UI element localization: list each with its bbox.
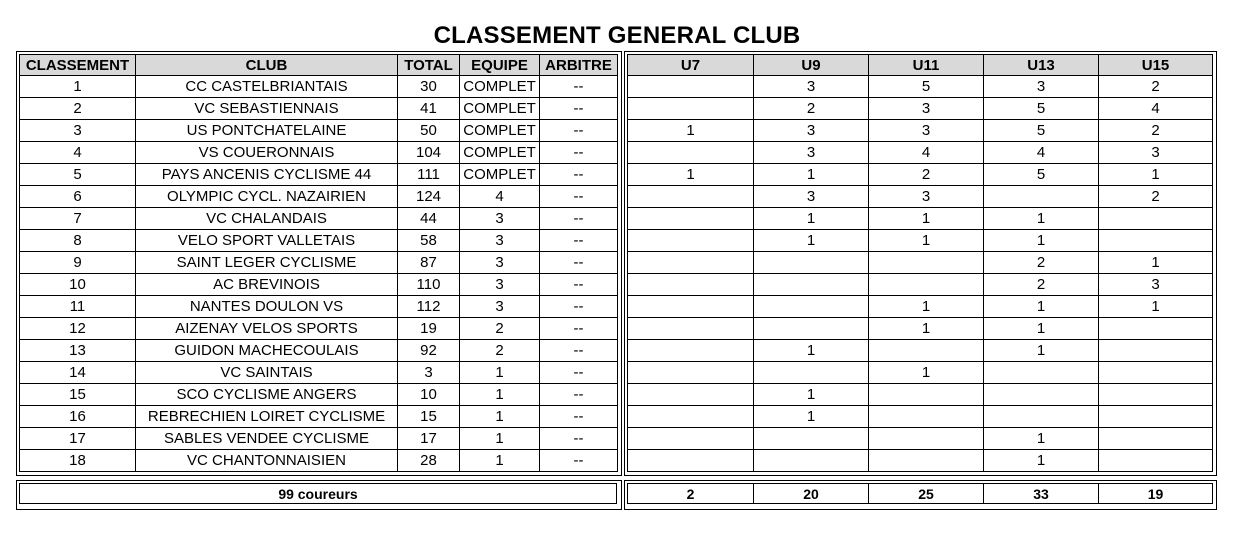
cell-u9 — [754, 318, 869, 340]
cell-rank: 14 — [20, 362, 136, 384]
table-row — [628, 362, 1213, 384]
cell-u13 — [984, 362, 1099, 384]
cell-equipe: COMPLET — [460, 142, 540, 164]
table-row — [20, 186, 618, 208]
cell-u7 — [628, 208, 754, 230]
cell-club: VC SEBASTIENNAIS — [136, 98, 398, 120]
table-row — [628, 142, 1213, 164]
cell-u9 — [754, 362, 869, 384]
cell-u11: 3 — [869, 98, 984, 120]
cell-u9 — [754, 296, 869, 318]
cell-u15 — [1099, 362, 1213, 384]
cell-u9 — [754, 450, 869, 472]
cell-rank: 3 — [20, 120, 136, 142]
cell-u7 — [628, 296, 754, 318]
cell-equipe: 2 — [460, 340, 540, 362]
table-row — [628, 340, 1213, 362]
table-row — [20, 384, 618, 406]
cell-arbitre: -- — [540, 318, 618, 340]
cell-club: REBRECHIEN LOIRET CYCLISME — [136, 406, 398, 428]
cell-u13 — [984, 186, 1099, 208]
cell-u11: 3 — [869, 186, 984, 208]
total-coureurs: 99 coureurs — [20, 484, 617, 504]
cell-rank: 1 — [20, 76, 136, 98]
table-row — [628, 186, 1213, 208]
cell-club: VC SAINTAIS — [136, 362, 398, 384]
table-row — [628, 230, 1213, 252]
cell-u11: 1 — [869, 296, 984, 318]
cell-total: 19 — [398, 318, 460, 340]
table-header-row — [20, 55, 618, 76]
table-row — [20, 142, 618, 164]
table-row — [628, 450, 1213, 472]
cell-arbitre: -- — [540, 406, 618, 428]
cell-equipe: COMPLET — [460, 76, 540, 98]
col-header-arbitre: ARBITRE — [540, 55, 618, 76]
cell-equipe: COMPLET — [460, 164, 540, 186]
table-row — [20, 296, 618, 318]
cell-u9: 3 — [754, 76, 869, 98]
cell-club: VC CHANTONNAISIEN — [136, 450, 398, 472]
table-row — [20, 208, 618, 230]
table-row — [20, 98, 618, 120]
table-row — [20, 120, 618, 142]
cell-u7 — [628, 230, 754, 252]
table-row — [628, 296, 1213, 318]
cell-u15 — [1099, 428, 1213, 450]
cell-arbitre: -- — [540, 186, 618, 208]
cell-u11 — [869, 340, 984, 362]
cell-u15 — [1099, 230, 1213, 252]
table-row — [628, 120, 1213, 142]
cell-u9: 1 — [754, 164, 869, 186]
cell-club: AC BREVINOIS — [136, 274, 398, 296]
table-row — [628, 428, 1213, 450]
cell-equipe: 3 — [460, 296, 540, 318]
page-title: CLASSEMENT GENERAL CLUB — [433, 22, 801, 49]
cell-arbitre: -- — [540, 296, 618, 318]
col-header-u15: U15 — [1099, 55, 1213, 76]
table-header-row — [628, 55, 1213, 76]
table-row — [628, 164, 1213, 186]
table-row — [628, 274, 1213, 296]
cell-rank: 2 — [20, 98, 136, 120]
cell-equipe: 1 — [460, 384, 540, 406]
cell-u13: 3 — [984, 76, 1099, 98]
table-row — [628, 406, 1213, 428]
cell-club: CC CASTELBRIANTAIS — [136, 76, 398, 98]
cell-rank: 16 — [20, 406, 136, 428]
cell-arbitre: -- — [540, 98, 618, 120]
cell-u11 — [869, 450, 984, 472]
cell-arbitre: -- — [540, 340, 618, 362]
cell-equipe: COMPLET — [460, 98, 540, 120]
cell-u7: 1 — [628, 164, 754, 186]
cell-club: NANTES DOULON VS — [136, 296, 398, 318]
col-header-u11: U11 — [869, 55, 984, 76]
col-header-classement: CLASSEMENT — [20, 55, 136, 76]
cell-u13: 1 — [984, 208, 1099, 230]
cell-u11 — [869, 384, 984, 406]
cell-u7 — [628, 98, 754, 120]
cell-u15 — [1099, 384, 1213, 406]
cell-u13: 2 — [984, 252, 1099, 274]
cell-total: 15 — [398, 406, 460, 428]
cell-total: 112 — [398, 296, 460, 318]
cell-u11 — [869, 428, 984, 450]
cell-total: 87 — [398, 252, 460, 274]
table-row — [628, 208, 1213, 230]
table-row — [20, 450, 618, 472]
cell-rank: 7 — [20, 208, 136, 230]
cell-u15: 2 — [1099, 76, 1213, 98]
left-footer-table — [19, 483, 617, 504]
cell-u13: 5 — [984, 120, 1099, 142]
cell-equipe: 4 — [460, 186, 540, 208]
table-row — [628, 318, 1213, 340]
cell-club: PAYS ANCENIS CYCLISME 44 — [136, 164, 398, 186]
table-row — [20, 362, 618, 384]
cell-club: SCO CYCLISME ANGERS — [136, 384, 398, 406]
cell-u15: 2 — [1099, 186, 1213, 208]
cell-arbitre: -- — [540, 230, 618, 252]
cell-u15: 3 — [1099, 142, 1213, 164]
cell-u9: 1 — [754, 230, 869, 252]
cell-equipe: 1 — [460, 428, 540, 450]
cell-arbitre: -- — [540, 76, 618, 98]
cell-arbitre: -- — [540, 450, 618, 472]
cell-arbitre: -- — [540, 142, 618, 164]
col-header-total: TOTAL — [398, 55, 460, 76]
col-header-u7: U7 — [628, 55, 754, 76]
col-header-u9: U9 — [754, 55, 869, 76]
cell-u11 — [869, 406, 984, 428]
cell-rank: 8 — [20, 230, 136, 252]
cell-rank: 13 — [20, 340, 136, 362]
cell-u9: 2 — [754, 98, 869, 120]
col-header-club: CLUB — [136, 55, 398, 76]
cell-u13: 5 — [984, 164, 1099, 186]
cell-equipe: 1 — [460, 406, 540, 428]
cell-club: OLYMPIC CYCL. NAZAIRIEN — [136, 186, 398, 208]
table-row — [20, 230, 618, 252]
col-header-u13: U13 — [984, 55, 1099, 76]
cell-u15: 4 — [1099, 98, 1213, 120]
cell-u7 — [628, 340, 754, 362]
cell-u15 — [1099, 318, 1213, 340]
cell-rank: 9 — [20, 252, 136, 274]
cell-u13: 1 — [984, 428, 1099, 450]
cell-equipe: COMPLET — [460, 120, 540, 142]
total-u11: 25 — [869, 484, 984, 504]
table-row — [628, 98, 1213, 120]
cell-total: 30 — [398, 76, 460, 98]
cell-club: VS COUERONNAIS — [136, 142, 398, 164]
cell-u9: 3 — [754, 186, 869, 208]
cell-equipe: 3 — [460, 274, 540, 296]
cell-u11: 1 — [869, 208, 984, 230]
total-u13: 33 — [984, 484, 1099, 504]
cell-u13 — [984, 406, 1099, 428]
cell-arbitre: -- — [540, 428, 618, 450]
table-row — [628, 384, 1213, 406]
cell-club: VELO SPORT VALLETAIS — [136, 230, 398, 252]
cell-u15: 1 — [1099, 296, 1213, 318]
cell-u7 — [628, 450, 754, 472]
table-row — [20, 340, 618, 362]
cell-u7 — [628, 384, 754, 406]
cell-equipe: 3 — [460, 230, 540, 252]
cell-total: 41 — [398, 98, 460, 120]
cell-total: 28 — [398, 450, 460, 472]
cell-equipe: 3 — [460, 252, 540, 274]
cell-rank: 11 — [20, 296, 136, 318]
cell-u15 — [1099, 340, 1213, 362]
cell-u9: 1 — [754, 340, 869, 362]
cell-u15: 1 — [1099, 164, 1213, 186]
cell-u7 — [628, 186, 754, 208]
table-row — [20, 252, 618, 274]
cell-club: SABLES VENDEE CYCLISME — [136, 428, 398, 450]
total-u9: 20 — [754, 484, 869, 504]
cell-u9: 1 — [754, 406, 869, 428]
cell-u13: 2 — [984, 274, 1099, 296]
cell-rank: 17 — [20, 428, 136, 450]
cell-u15: 2 — [1099, 120, 1213, 142]
cell-rank: 4 — [20, 142, 136, 164]
cell-u15 — [1099, 450, 1213, 472]
cell-u9 — [754, 274, 869, 296]
cell-arbitre: -- — [540, 164, 618, 186]
cell-total: 58 — [398, 230, 460, 252]
cell-u13: 1 — [984, 318, 1099, 340]
cell-u7 — [628, 274, 754, 296]
cell-u11 — [869, 252, 984, 274]
cell-arbitre: -- — [540, 208, 618, 230]
cell-arbitre: -- — [540, 120, 618, 142]
cell-rank: 10 — [20, 274, 136, 296]
right-footer-table — [627, 483, 1213, 504]
cell-rank: 6 — [20, 186, 136, 208]
cell-total: 10 — [398, 384, 460, 406]
cell-club: AIZENAY VELOS SPORTS — [136, 318, 398, 340]
cell-u15: 3 — [1099, 274, 1213, 296]
cell-total: 111 — [398, 164, 460, 186]
cell-u11: 4 — [869, 142, 984, 164]
table-row — [20, 318, 618, 340]
cell-club: SAINT LEGER CYCLISME — [136, 252, 398, 274]
cell-equipe: 3 — [460, 208, 540, 230]
cell-u7 — [628, 318, 754, 340]
cell-rank: 12 — [20, 318, 136, 340]
cell-u7 — [628, 406, 754, 428]
table-row — [20, 76, 618, 98]
cell-total: 124 — [398, 186, 460, 208]
left-standings-table — [19, 54, 618, 472]
cell-u13 — [984, 384, 1099, 406]
cell-u11: 1 — [869, 230, 984, 252]
cell-arbitre: -- — [540, 252, 618, 274]
cell-rank: 15 — [20, 384, 136, 406]
cell-arbitre: -- — [540, 362, 618, 384]
col-header-equipe: EQUIPE — [460, 55, 540, 76]
cell-u7 — [628, 362, 754, 384]
cell-u13: 5 — [984, 98, 1099, 120]
cell-u11 — [869, 274, 984, 296]
cell-equipe: 1 — [460, 450, 540, 472]
cell-total: 44 — [398, 208, 460, 230]
cell-total: 50 — [398, 120, 460, 142]
cell-u7 — [628, 428, 754, 450]
table-row — [20, 274, 618, 296]
cell-u7: 1 — [628, 120, 754, 142]
cell-total: 92 — [398, 340, 460, 362]
total-u7: 2 — [628, 484, 754, 504]
table-row — [628, 76, 1213, 98]
cell-u9: 1 — [754, 208, 869, 230]
cell-u15 — [1099, 406, 1213, 428]
cell-arbitre: -- — [540, 274, 618, 296]
cell-total: 104 — [398, 142, 460, 164]
cell-u13: 1 — [984, 450, 1099, 472]
cell-u9: 3 — [754, 142, 869, 164]
cell-rank: 5 — [20, 164, 136, 186]
cell-arbitre: -- — [540, 384, 618, 406]
cell-u13: 1 — [984, 296, 1099, 318]
cell-rank: 18 — [20, 450, 136, 472]
cell-u11: 5 — [869, 76, 984, 98]
cell-u9 — [754, 252, 869, 274]
cell-u7 — [628, 142, 754, 164]
cell-u7 — [628, 252, 754, 274]
cell-club: US PONTCHATELAINE — [136, 120, 398, 142]
total-u15: 19 — [1099, 484, 1213, 504]
cell-u9: 3 — [754, 120, 869, 142]
cell-u7 — [628, 76, 754, 98]
cell-total: 110 — [398, 274, 460, 296]
cell-u15: 1 — [1099, 252, 1213, 274]
cell-u11: 1 — [869, 362, 984, 384]
cell-u11: 1 — [869, 318, 984, 340]
cell-u11: 2 — [869, 164, 984, 186]
cell-total: 3 — [398, 362, 460, 384]
cell-u15 — [1099, 208, 1213, 230]
table-row — [628, 252, 1213, 274]
cell-u9 — [754, 428, 869, 450]
cell-club: VC CHALANDAIS — [136, 208, 398, 230]
cell-u13: 1 — [984, 340, 1099, 362]
cell-u13: 1 — [984, 230, 1099, 252]
cell-equipe: 2 — [460, 318, 540, 340]
table-row — [20, 406, 618, 428]
cell-equipe: 1 — [460, 362, 540, 384]
cell-u9: 1 — [754, 384, 869, 406]
cell-u11: 3 — [869, 120, 984, 142]
table-row — [20, 164, 618, 186]
table-row — [20, 428, 618, 450]
cell-u13: 4 — [984, 142, 1099, 164]
right-category-table — [627, 54, 1213, 472]
cell-total: 17 — [398, 428, 460, 450]
cell-club: GUIDON MACHECOULAIS — [136, 340, 398, 362]
